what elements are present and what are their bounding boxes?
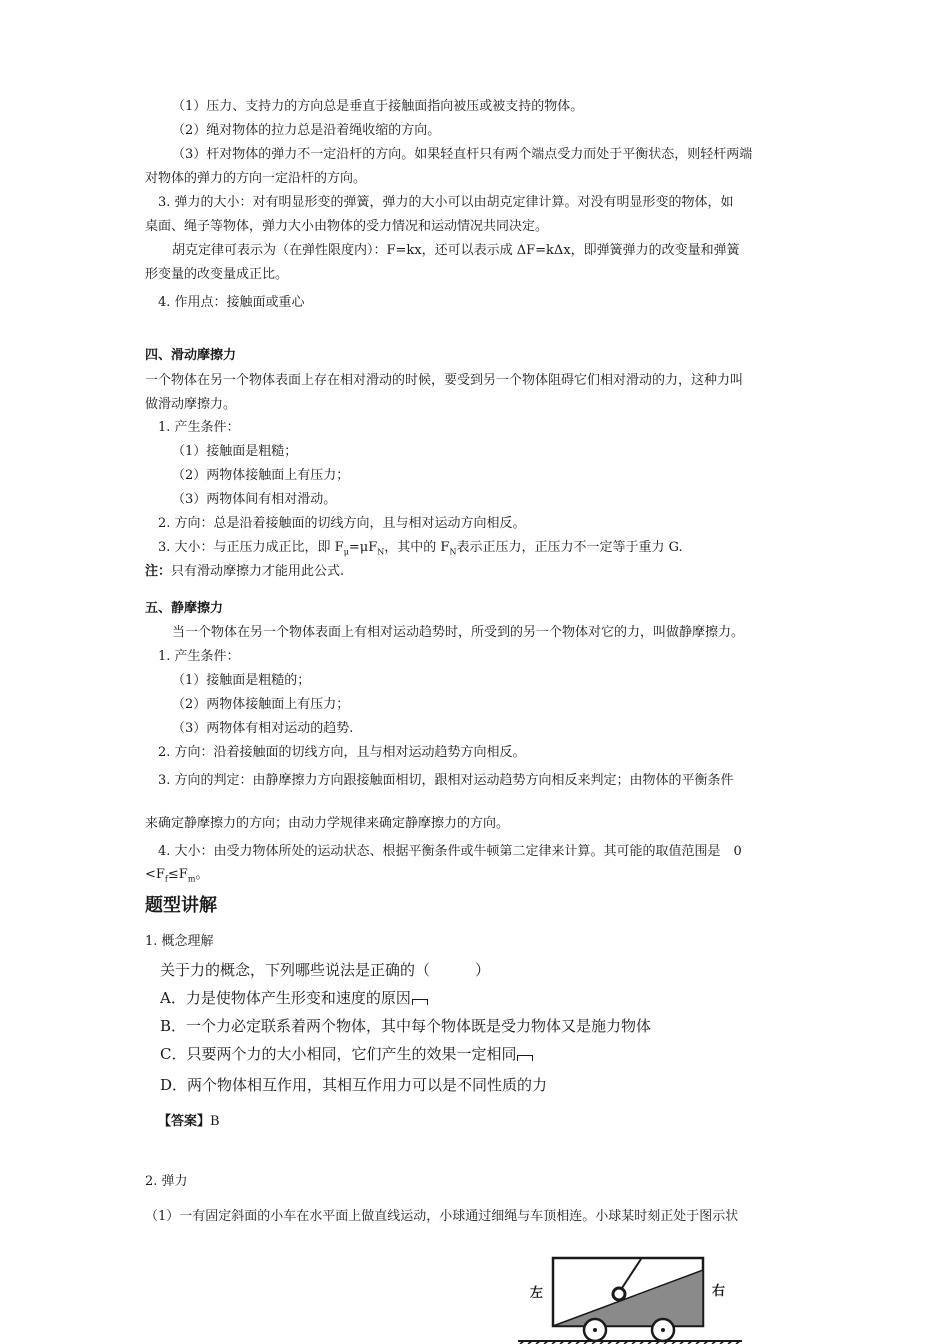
static-friction-intro: 当一个物体在另一个物体表面上有相对运动趋势时，所受到的另一个物体对它的力，叫做静摩擦力。 [172,625,745,640]
range-mid: ≤F [167,867,188,882]
q1-option-c [160,1044,533,1064]
sliding-magnitude [158,539,683,562]
note-label: 注： [145,564,172,579]
sliding-magnitude-pre: 3. 大小：与正压力成正比，即 F [158,540,344,555]
sliding-condition-title: 1. 产生条件： [158,420,240,435]
q2-label: 2. 弹力 [145,1174,188,1189]
sliding-note [145,563,344,581]
fig-label-left: 左 [530,1286,544,1301]
sliding-magnitude-sub2: N [377,547,385,557]
answer-value: B [210,1114,220,1129]
rope [622,1259,641,1288]
range-sub-f: f [164,874,168,884]
para-rod-direction: （3）杆对物体的弹力不一定沿杆的方向。如果轻直杆只有两个端点受力而处于平衡状态，则轻杆两端 [172,147,753,162]
cart-body [553,1258,703,1326]
static-direction: 2. 方向：沿着接触面的切线方向，且与相对运动趋势方向相反。 [158,745,526,760]
q1-option-b: B．一个力必定联系着两个物体，其中每个物体既是受力物体又是施力物体 [160,1017,652,1035]
static-magnitude-range [145,866,208,889]
para-point-of-action: 4. 作用点：接触面或重心 [158,295,305,310]
range-pre: <F [145,867,165,882]
sliding-direction: 2. 方向：总是沿着接触面的切线方向，且与相对运动方向相反。 [158,516,526,531]
cart-incline-figure [510,1250,750,1344]
range-sub-m: m [187,874,196,884]
blank-mark-icon [412,999,428,1005]
q1-option-a [160,988,428,1008]
q1-option-d: D．两个物体相互作用，其相互作用力可以是不同性质的力 [160,1076,548,1094]
static-condition-2: （2）两物体接触面上有压力； [172,697,350,712]
section-title-examples: 题型讲解 [145,895,217,916]
static-direction-judgement-cont: 来确定静摩擦力的方向；由动力学规律来确定静摩擦力的方向。 [145,816,510,831]
sliding-friction-intro: 一个物体在另一个物体表面上存在相对滑动的时候，要受到另一个物体阻碍它们相对滑动的力，这种力叫 [145,373,744,388]
wheel-left-hub [593,1328,597,1332]
sliding-condition-3: （3）两物体间有相对滑动。 [172,492,337,507]
para-hooke-law-cont: 形变量的改变量成正比。 [145,267,289,282]
fig-label-right: 右 [712,1284,726,1299]
para-pressure-direction: （1）压力、支持力的方向总是垂直于接触面指向被压或被支持的物体。 [172,99,584,114]
q1-option-c-text: C．只要两个力的大小相同，它们产生的效果一定相同 [160,1045,517,1063]
q2-text: （1）一有固定斜面的小车在水平面上做直线运动，小球通过细绳与车顶相连。小球某时刻正处于图示状 [145,1209,739,1224]
para-rope-direction: （2）绳对物体的拉力总是沿着绳收缩的方向。 [172,123,441,138]
static-magnitude: 4. 大小：由受力物体所处的运动状态、根据平衡条件或牛顿第二定律来计算。其可能的取值范围是 0 [158,844,742,859]
para-hooke-law: 胡克定律可表示为（在弹性限度内）：F=kx，还可以表示成 ΔF=kΔx，即弹簧弹力的改变量和弹簧 [172,243,740,258]
note-text: 只有滑动摩擦力才能用此公式. [171,564,345,579]
sliding-friction-intro-cont: 做滑动摩擦力。 [145,397,237,412]
static-condition-title: 1. 产生条件： [158,649,240,664]
sliding-condition-1: （1）接触面是粗糙； [172,444,298,459]
para-elastic-magnitude: 3. 弹力的大小：对有明显形变的弹簧，弹力的大小可以由胡克定律计算。对没有明显形变的物体，如 [158,195,734,210]
section-title-static-friction: 五、静摩擦力 [145,601,224,616]
wheel-right-hub [661,1328,665,1332]
sliding-magnitude-sub3: N [449,547,457,557]
sliding-condition-2: （2）两物体接触面上有压力； [172,468,350,483]
q1-option-a-text: A．力是使物体产生形变和速度的原因 [160,989,411,1007]
sliding-magnitude-post: 表示正压力，正压力不一定等于重力 G. [456,540,683,555]
sliding-magnitude-sub1: μ [343,547,349,557]
static-condition-3: （3）两物体有相对运动的趋势. [172,721,354,736]
para-rod-direction-cont: 对物体的弹力的方向一定沿杆的方向。 [145,171,367,186]
static-direction-judgement: 3. 方向的判定：由静摩擦力方向跟接触面相切，跟相对运动趋势方向相反来判定；由物体的平衡条件 [158,773,734,788]
ball [613,1288,625,1300]
q1-label: 1. 概念理解 [145,934,214,949]
section-title-sliding-friction: 四、滑动摩擦力 [145,348,237,363]
blank-mark-icon [517,1055,533,1061]
q1-stem: 关于力的概念，下列哪些说法是正确的（ ） [160,961,491,979]
q1-answer [158,1113,220,1131]
sliding-magnitude-mid2: ，其中的 F [384,540,450,555]
static-condition-1: （1）接触面是粗糙的； [172,673,311,688]
answer-label: 【答案】 [158,1114,211,1129]
para-elastic-magnitude-cont: 桌面、绳子等物体，弹力大小由物体的受力情况和运动情况共同决定。 [145,219,549,234]
range-post: 。 [195,867,209,882]
sliding-magnitude-mid: =μF [348,540,378,555]
